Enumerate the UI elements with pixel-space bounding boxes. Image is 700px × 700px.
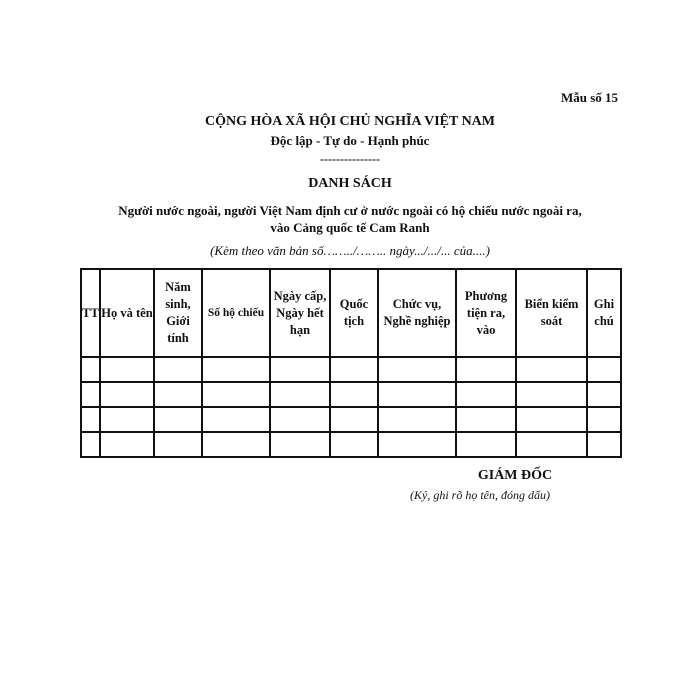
table-cell <box>154 432 202 457</box>
table-cell <box>456 432 516 457</box>
table-cell <box>516 357 587 382</box>
subtitle-line-1: Người nước ngoài, người Việt Nam định cư ở nước ngoài có hộ chiếu nước ngoài ra, <box>118 203 582 218</box>
table-cell <box>81 357 100 382</box>
table-cell <box>202 382 270 407</box>
column-header-passport: Số hộ chiếu <box>202 269 270 357</box>
table-cell <box>100 432 154 457</box>
table-row <box>81 357 621 382</box>
table-cell <box>456 357 516 382</box>
table-cell <box>516 407 587 432</box>
nation-header: CỘNG HÒA XÃ HỘI CHỦ NGHĨA VIỆT NAM <box>204 114 495 129</box>
table-cell <box>516 432 587 457</box>
table-cell <box>330 407 378 432</box>
table-cell <box>378 407 456 432</box>
column-header-birth-gender: Năm sinh, Giới tính <box>154 269 202 357</box>
table-cell <box>378 357 456 382</box>
table-cell <box>456 382 516 407</box>
document-title: DANH SÁCH <box>308 176 392 191</box>
table-header-row <box>81 269 621 357</box>
table-cell <box>270 382 330 407</box>
table-cell <box>154 407 202 432</box>
column-header-position: Chức vụ, Nghề nghiệp <box>378 269 456 357</box>
table-cell <box>100 357 154 382</box>
subtitle-line-2: vào Cảng quốc tế Cam Ranh <box>270 220 430 235</box>
column-header-name: Họ và tên <box>100 269 154 357</box>
national-motto: Độc lập - Tự do - Hạnh phúc <box>270 133 430 148</box>
table-cell <box>587 357 621 382</box>
table-row <box>81 432 621 457</box>
list-table <box>80 268 622 458</box>
table-row <box>81 382 621 407</box>
table-cell <box>202 432 270 457</box>
table-cell <box>154 357 202 382</box>
table-cell <box>516 382 587 407</box>
table-cell <box>587 382 621 407</box>
column-header-vehicle: Phương tiện ra, vào <box>456 269 516 357</box>
column-header-issue-expiry: Ngày cấp, Ngày hết hạn <box>270 269 330 357</box>
table-cell <box>270 432 330 457</box>
table-cell <box>81 382 100 407</box>
table-cell <box>587 407 621 432</box>
column-header-plate: Biển kiểm soát <box>516 269 587 357</box>
table-cell <box>202 407 270 432</box>
table-cell <box>81 407 100 432</box>
document-subtitle <box>0 202 700 236</box>
table-cell <box>587 432 621 457</box>
table-cell <box>100 382 154 407</box>
form-number: Mẫu số 15 <box>560 90 618 105</box>
table-cell <box>330 432 378 457</box>
signature-note: (Ký, ghi rõ họ tên, đóng dấu) <box>410 488 550 502</box>
attachment-note: (Kèm theo văn bản số……../…….. ngày.../.../... của....) <box>210 243 490 258</box>
table-cell <box>100 407 154 432</box>
table-cell <box>330 357 378 382</box>
column-header-note: Ghi chú <box>587 269 621 357</box>
column-header-tt: TT <box>81 269 100 357</box>
header-divider: --------------- <box>320 152 380 166</box>
table-row <box>81 407 621 432</box>
table-cell <box>330 382 378 407</box>
signature-title: GIÁM ĐỐC <box>477 468 553 483</box>
table-cell <box>270 407 330 432</box>
table-cell <box>378 382 456 407</box>
table-cell <box>456 407 516 432</box>
table-cell <box>154 382 202 407</box>
table-cell <box>81 432 100 457</box>
table-cell <box>202 357 270 382</box>
table-cell <box>270 357 330 382</box>
table-cell <box>378 432 456 457</box>
column-header-nationality: Quốc tịch <box>330 269 378 357</box>
